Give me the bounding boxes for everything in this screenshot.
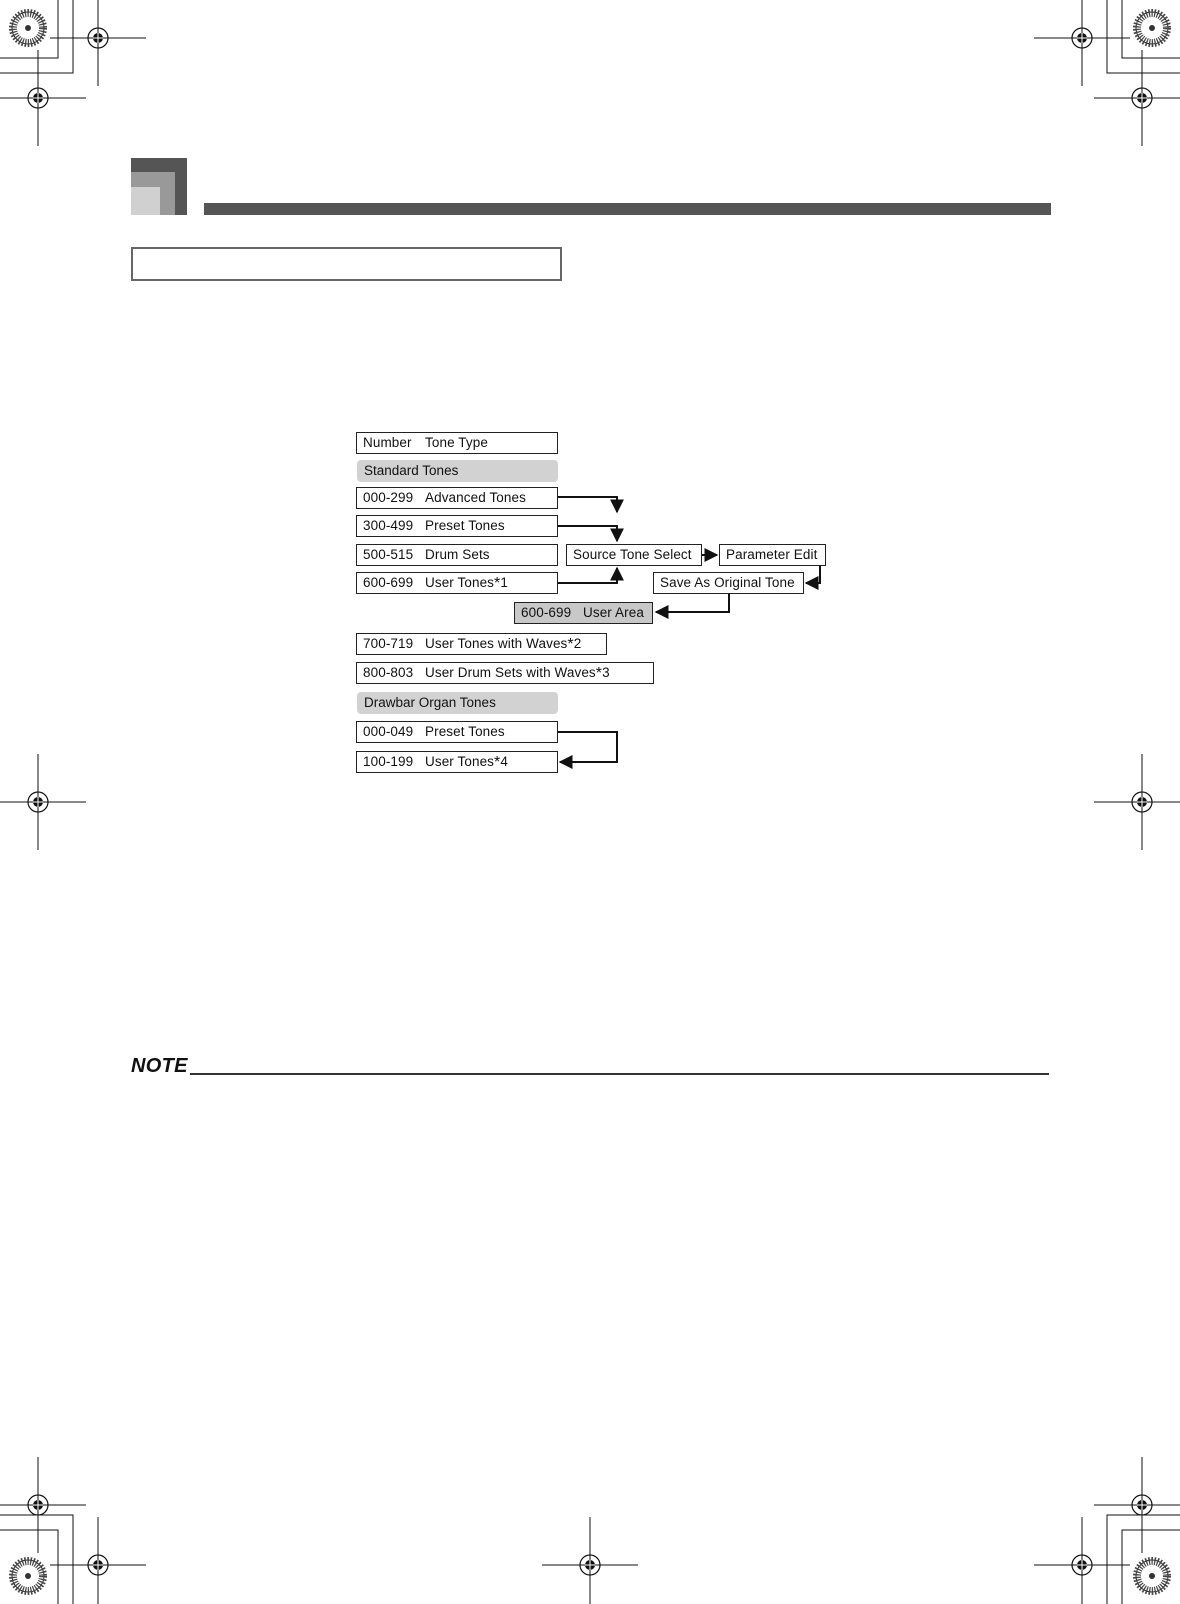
- arrow-edit-to-save: [806, 566, 820, 583]
- arrow-advanced-to-select: [558, 497, 617, 512]
- save-as-original-box: Save As Original Tone: [653, 572, 804, 594]
- row-type: User Tones with Waves: [425, 636, 568, 651]
- row-number: 300-499: [363, 518, 414, 533]
- footnote-number: 4: [500, 754, 508, 769]
- parameter-edit-box: Parameter Edit: [719, 544, 826, 566]
- row-number: 100-199: [363, 754, 414, 769]
- note-rule: [190, 1073, 1049, 1075]
- row-number: 000-299: [363, 490, 414, 505]
- footnote-number: 1: [500, 575, 508, 590]
- row-type: Advanced Tones: [425, 490, 526, 505]
- row-type: User Tones: [425, 575, 495, 590]
- row-number: 500-515: [363, 547, 414, 562]
- arrow-preset-to-select: [558, 526, 617, 541]
- user-area-number: 600-699: [521, 605, 572, 620]
- row-type: Preset Tones: [425, 724, 505, 739]
- footnote-number: 2: [573, 636, 582, 651]
- user-area-label: User Area: [583, 605, 644, 620]
- arrow-user-to-select: [558, 568, 617, 583]
- footnote-asterisk: *: [494, 575, 501, 592]
- arrow-save-to-user-area: [656, 594, 729, 612]
- footnote-asterisk: *: [494, 754, 501, 771]
- row-type: User Drum Sets with Waves: [425, 665, 596, 680]
- row-number: 700-719: [363, 636, 414, 651]
- row-type: Preset Tones: [425, 518, 505, 533]
- header-tone-type: Tone Type: [425, 435, 488, 450]
- row-type: Drum Sets: [425, 547, 490, 562]
- source-tone-select-box: Source Tone Select: [566, 544, 702, 566]
- standard-tones-heading: Standard Tones: [357, 460, 558, 482]
- row-number: 600-699: [363, 575, 414, 590]
- note-label: NOTE: [131, 1055, 188, 1077]
- drawbar-organ-heading: Drawbar Organ Tones: [357, 692, 558, 714]
- row-type: User Tones: [425, 754, 495, 769]
- row-number: 800-803: [363, 665, 414, 680]
- arrow-drawbar-preset-to-user: [558, 732, 617, 762]
- footnote-asterisk: *: [595, 665, 603, 682]
- footnote-asterisk: *: [567, 636, 574, 653]
- row-number: 000-049: [363, 724, 414, 739]
- header-number: Number: [363, 435, 412, 450]
- footnote-number: 3: [602, 665, 610, 680]
